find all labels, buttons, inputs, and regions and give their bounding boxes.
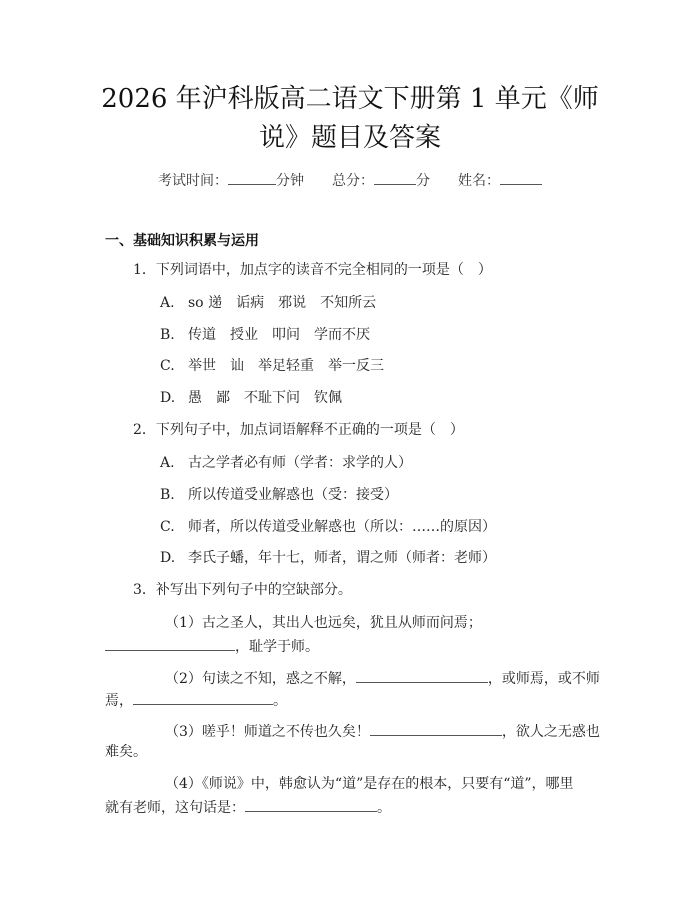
option-text: 传道 授业 叩问 学而不厌 xyxy=(188,327,370,343)
option-text: 古之学者必有师（学者：求学的人） xyxy=(188,455,412,471)
option-letter: B. xyxy=(160,327,175,343)
option-letter: A. xyxy=(160,295,175,311)
q2-option-d xyxy=(160,548,496,568)
page-title xyxy=(60,80,640,158)
time-unit: 分钟 xyxy=(276,173,304,189)
q3-item-4-tail: 。 xyxy=(377,800,391,816)
option-text: 师者，所以传道受业解惑也（所以：……的原因） xyxy=(188,519,496,535)
q3-item-3-mid: ，欲人之无惑也 xyxy=(501,724,600,740)
q3-item-3-line-1 xyxy=(165,720,600,742)
section-heading: 一、基础知识积累与运用 xyxy=(105,233,259,249)
option-letter: B. xyxy=(160,487,175,503)
q3-item-2-tail: 。 xyxy=(273,693,287,709)
answer-blank xyxy=(133,689,273,705)
time-label: 考试时间： xyxy=(158,173,228,189)
option-text: 举世 讪 举足轻重 举一反三 xyxy=(188,358,384,374)
q3-item-2-line-1 xyxy=(165,667,600,689)
score-blank xyxy=(374,169,416,185)
q1-option-c xyxy=(160,356,384,376)
option-letter: C. xyxy=(160,358,175,374)
option-letter: C. xyxy=(160,519,175,535)
score-unit: 分 xyxy=(416,173,430,189)
q3-item-3-line-2: 难矣。 xyxy=(105,744,147,760)
q2-option-a xyxy=(160,453,412,473)
q3-item-3-head: （3）嗟乎！师道之不传也久矣！ xyxy=(165,724,370,740)
title-line-2: 说》题目及答案 xyxy=(258,123,441,153)
option-text: 李氏子蟠，年十七，师者，谓之师（师者：老师） xyxy=(188,550,496,566)
q3-item-4-head: 就有老师，这句话是： xyxy=(105,800,245,816)
exam-meta xyxy=(0,169,700,190)
name-blank xyxy=(500,169,542,185)
q1-option-b xyxy=(160,325,370,345)
option-text: 愚 鄙 不耻下问 钦佩 xyxy=(188,390,342,406)
q3-item-2-head: （2）句读之不知，惑之不解， xyxy=(165,671,356,687)
q3-item-1-tail: ，耻学于师。 xyxy=(235,639,319,655)
q3-item-2-wrap: 焉， xyxy=(105,693,133,709)
q3-item-4-line-1: （4）《师说》中，韩愈认为“道”是存在的根本，只要有“道”，哪里 xyxy=(165,776,574,792)
q3-item-2-line-2 xyxy=(105,689,287,711)
answer-blank xyxy=(370,720,502,736)
question-1-stem: 1．下列词语中，加点字的读音不完全相同的一项是（ ） xyxy=(133,262,492,278)
option-text: 所以传道受业解惑也（受：接受） xyxy=(188,487,398,503)
q3-item-1-line-1: （1）古之圣人，其出人也远矣，犹且从师而问焉； xyxy=(165,615,482,631)
time-blank xyxy=(228,169,276,185)
option-letter: D. xyxy=(160,550,176,566)
option-text: so 递 诟病 邪说 不知所云 xyxy=(188,295,377,311)
name-label: 姓名： xyxy=(458,173,500,189)
answer-blank xyxy=(245,796,377,812)
answer-blank xyxy=(356,667,488,683)
option-letter: D. xyxy=(160,390,176,406)
q3-item-2-mid: ，或师焉，或不师 xyxy=(487,671,600,687)
question-2-stem: 2．下列句子中，加点词语解释不正确的一项是（ ） xyxy=(133,422,464,438)
q3-item-4-line-2 xyxy=(105,796,391,818)
option-letter: A. xyxy=(160,455,175,471)
answer-blank xyxy=(105,635,235,651)
q3-item-1-line-2 xyxy=(105,635,319,657)
score-label: 总分： xyxy=(332,173,374,189)
q1-option-d xyxy=(160,388,342,408)
question-3-stem: 3．补写出下列句子中的空缺部分。 xyxy=(133,582,352,598)
q2-option-c xyxy=(160,517,496,537)
title-line-1: 2026 年沪科版高二语文下册第 1 单元《师 xyxy=(101,84,599,114)
q1-option-a xyxy=(160,293,376,313)
q2-option-b xyxy=(160,485,398,505)
